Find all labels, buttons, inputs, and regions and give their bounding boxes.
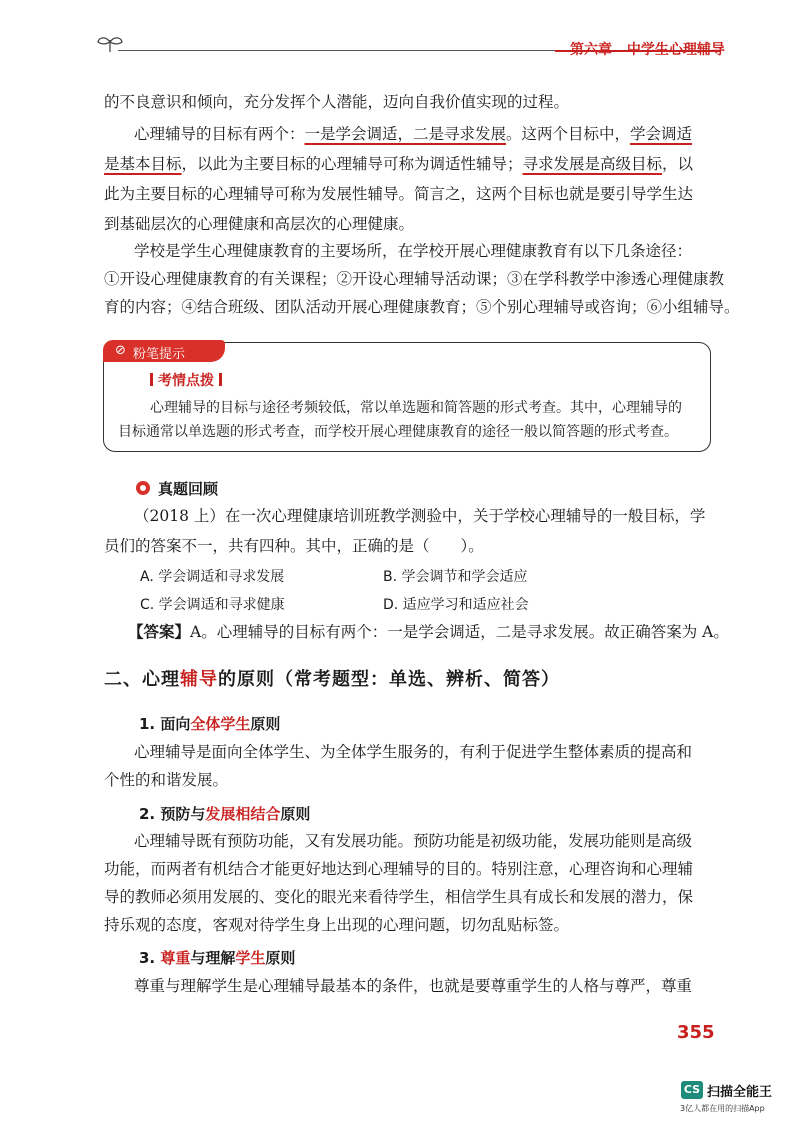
- answer-line: [128, 621, 729, 643]
- tip-line: 心理辅导的目标与途径考频较低，常以单选题和简答题的形式考查。其中，心理辅导的: [150, 400, 682, 416]
- text-span: 的原则（常考题型：单选、辨析、简答）: [218, 669, 560, 690]
- option-d: D. 适应学习和适应社会: [383, 597, 529, 613]
- answer-text: A。心理辅导的目标有两个：一是学会调适，二是寻求发展。故正确答案为 A。: [190, 623, 729, 641]
- underlined-text: 寻求发展是高级目标: [522, 155, 663, 173]
- paragraph-line: 心理辅导既有预防功能，又有发展功能。预防功能是初级功能，发展功能则是高级: [134, 832, 693, 850]
- tip-tab: [103, 340, 225, 362]
- text-span: 1. 面向: [139, 715, 191, 733]
- text-span: 心理辅导的目标有两个：: [134, 125, 305, 143]
- highlight-text: 发展相结合: [205, 805, 281, 823]
- text-span: 二、心理: [104, 669, 180, 690]
- text-span: 原则: [280, 805, 311, 823]
- sprout-icon: [96, 34, 124, 54]
- no-icon: ⊘: [115, 343, 126, 358]
- scanner-slogan: 3亿人都在用的扫描App: [680, 1104, 765, 1113]
- text-span: 与理解: [190, 949, 236, 967]
- paragraph-line: 心理辅导是面向全体学生、为全体学生服务的，有利于促进学生整体素质的提高和: [134, 743, 693, 761]
- scanner-name: 扫描全能王: [707, 1085, 773, 1100]
- chapter-heading: [570, 39, 725, 59]
- subheading-2: [139, 803, 310, 824]
- answer-label: 【答案】: [128, 622, 191, 641]
- paragraph-line: 尊重与理解学生是心理辅导最基本的条件，也就是要尊重学生的人格与尊严，尊重: [134, 977, 693, 995]
- underlined-text: 一是学会调适，二是寻求发展: [304, 125, 507, 143]
- text-span: ，以此为主要目标的心理辅导可称为调适性辅导；: [181, 155, 523, 173]
- tip-title: [150, 370, 222, 390]
- tip-tab-label: 粉笔提示: [133, 347, 186, 362]
- paragraph-line: ①开设心理健康教育的有关课程；②开设心理辅导活动课；③在学科教学中渗透心理健康教: [104, 270, 725, 288]
- review-title: 真题回顾: [158, 480, 219, 498]
- paragraph-line: 此为主要目标的心理辅导可称为发展性辅导。简言之，这两个目标也就是要引导学生达: [104, 185, 694, 203]
- gear-icon: [136, 481, 150, 495]
- text-span: 原则: [250, 715, 281, 733]
- highlight-text: 尊重: [160, 949, 191, 967]
- paragraph-line: 个性的和谐发展。: [104, 771, 229, 789]
- option-a: A. 学会调适和寻求发展: [140, 569, 285, 585]
- paragraph-line: 持乐观的态度，客观对待学生身上出现的心理问题，切勿乱贴标签。: [104, 916, 570, 934]
- question-line: （2018 上）在一次心理健康培训班教学测验中，关于学校心理辅导的一般目标，学: [134, 507, 706, 525]
- section-title: [104, 665, 560, 691]
- highlight-text: 辅导: [180, 669, 218, 690]
- text-span: 3.: [139, 949, 161, 967]
- highlight-text: 学生: [235, 949, 266, 967]
- text-span: ，以: [662, 155, 694, 173]
- chapter-number: 第六章: [570, 42, 612, 58]
- option-b: B. 学会调节和学会适应: [383, 569, 528, 585]
- paragraph-line: 育的内容；④结合班级、团队活动开展心理健康教育；⑤个别心理辅导或咨询；⑥小组辅导。: [104, 298, 740, 316]
- subheading-1: [139, 713, 280, 734]
- chapter-title: 中学生心理辅导: [626, 42, 725, 58]
- highlight-text: 全体学生: [190, 715, 251, 733]
- paragraph-line: 到基础层次的心理健康和高层次的心理健康。: [104, 215, 415, 233]
- underlined-text: 是基本目标: [104, 155, 182, 173]
- underlined-text: 学会调适: [630, 125, 693, 143]
- subheading-3: [139, 947, 295, 968]
- question-line: 员们的答案不一，共有四种。其中，正确的是（ ）。: [104, 537, 484, 555]
- page-number: 355: [677, 1022, 715, 1043]
- text-span: 2. 预防与: [139, 805, 206, 823]
- paragraph-line: [104, 153, 693, 175]
- scanner-logo: CS: [681, 1081, 703, 1099]
- paragraph-line: [134, 123, 692, 145]
- text-span: 原则: [265, 949, 296, 967]
- paragraph-line: 导的教师必须用发展的、变化的眼光来看待学生，相信学生具有成长和发展的潜力，保: [104, 888, 694, 906]
- paragraph-line: 的不良意识和倾向，充分发挥个人潜能，迈向自我价值实现的过程。: [104, 93, 570, 111]
- text-span: 。这两个目标中，: [506, 125, 631, 143]
- header-rule: [118, 50, 563, 51]
- tip-line: 目标通常以单选题的形式考查，而学校开展心理健康教育的途径一般以简答题的形式考查。: [118, 424, 678, 440]
- paragraph-line: 功能，而两者有机结合才能更好地达到心理辅导的目的。特别注意，心理咨询和心理辅: [104, 860, 694, 878]
- tip-title-text: 考情点拨: [158, 373, 214, 389]
- paragraph-line: 学校是学生心理健康教育的主要场所，在学校开展心理健康教育有以下几条途径：: [134, 242, 693, 260]
- option-c: C. 学会调适和寻求健康: [140, 597, 285, 613]
